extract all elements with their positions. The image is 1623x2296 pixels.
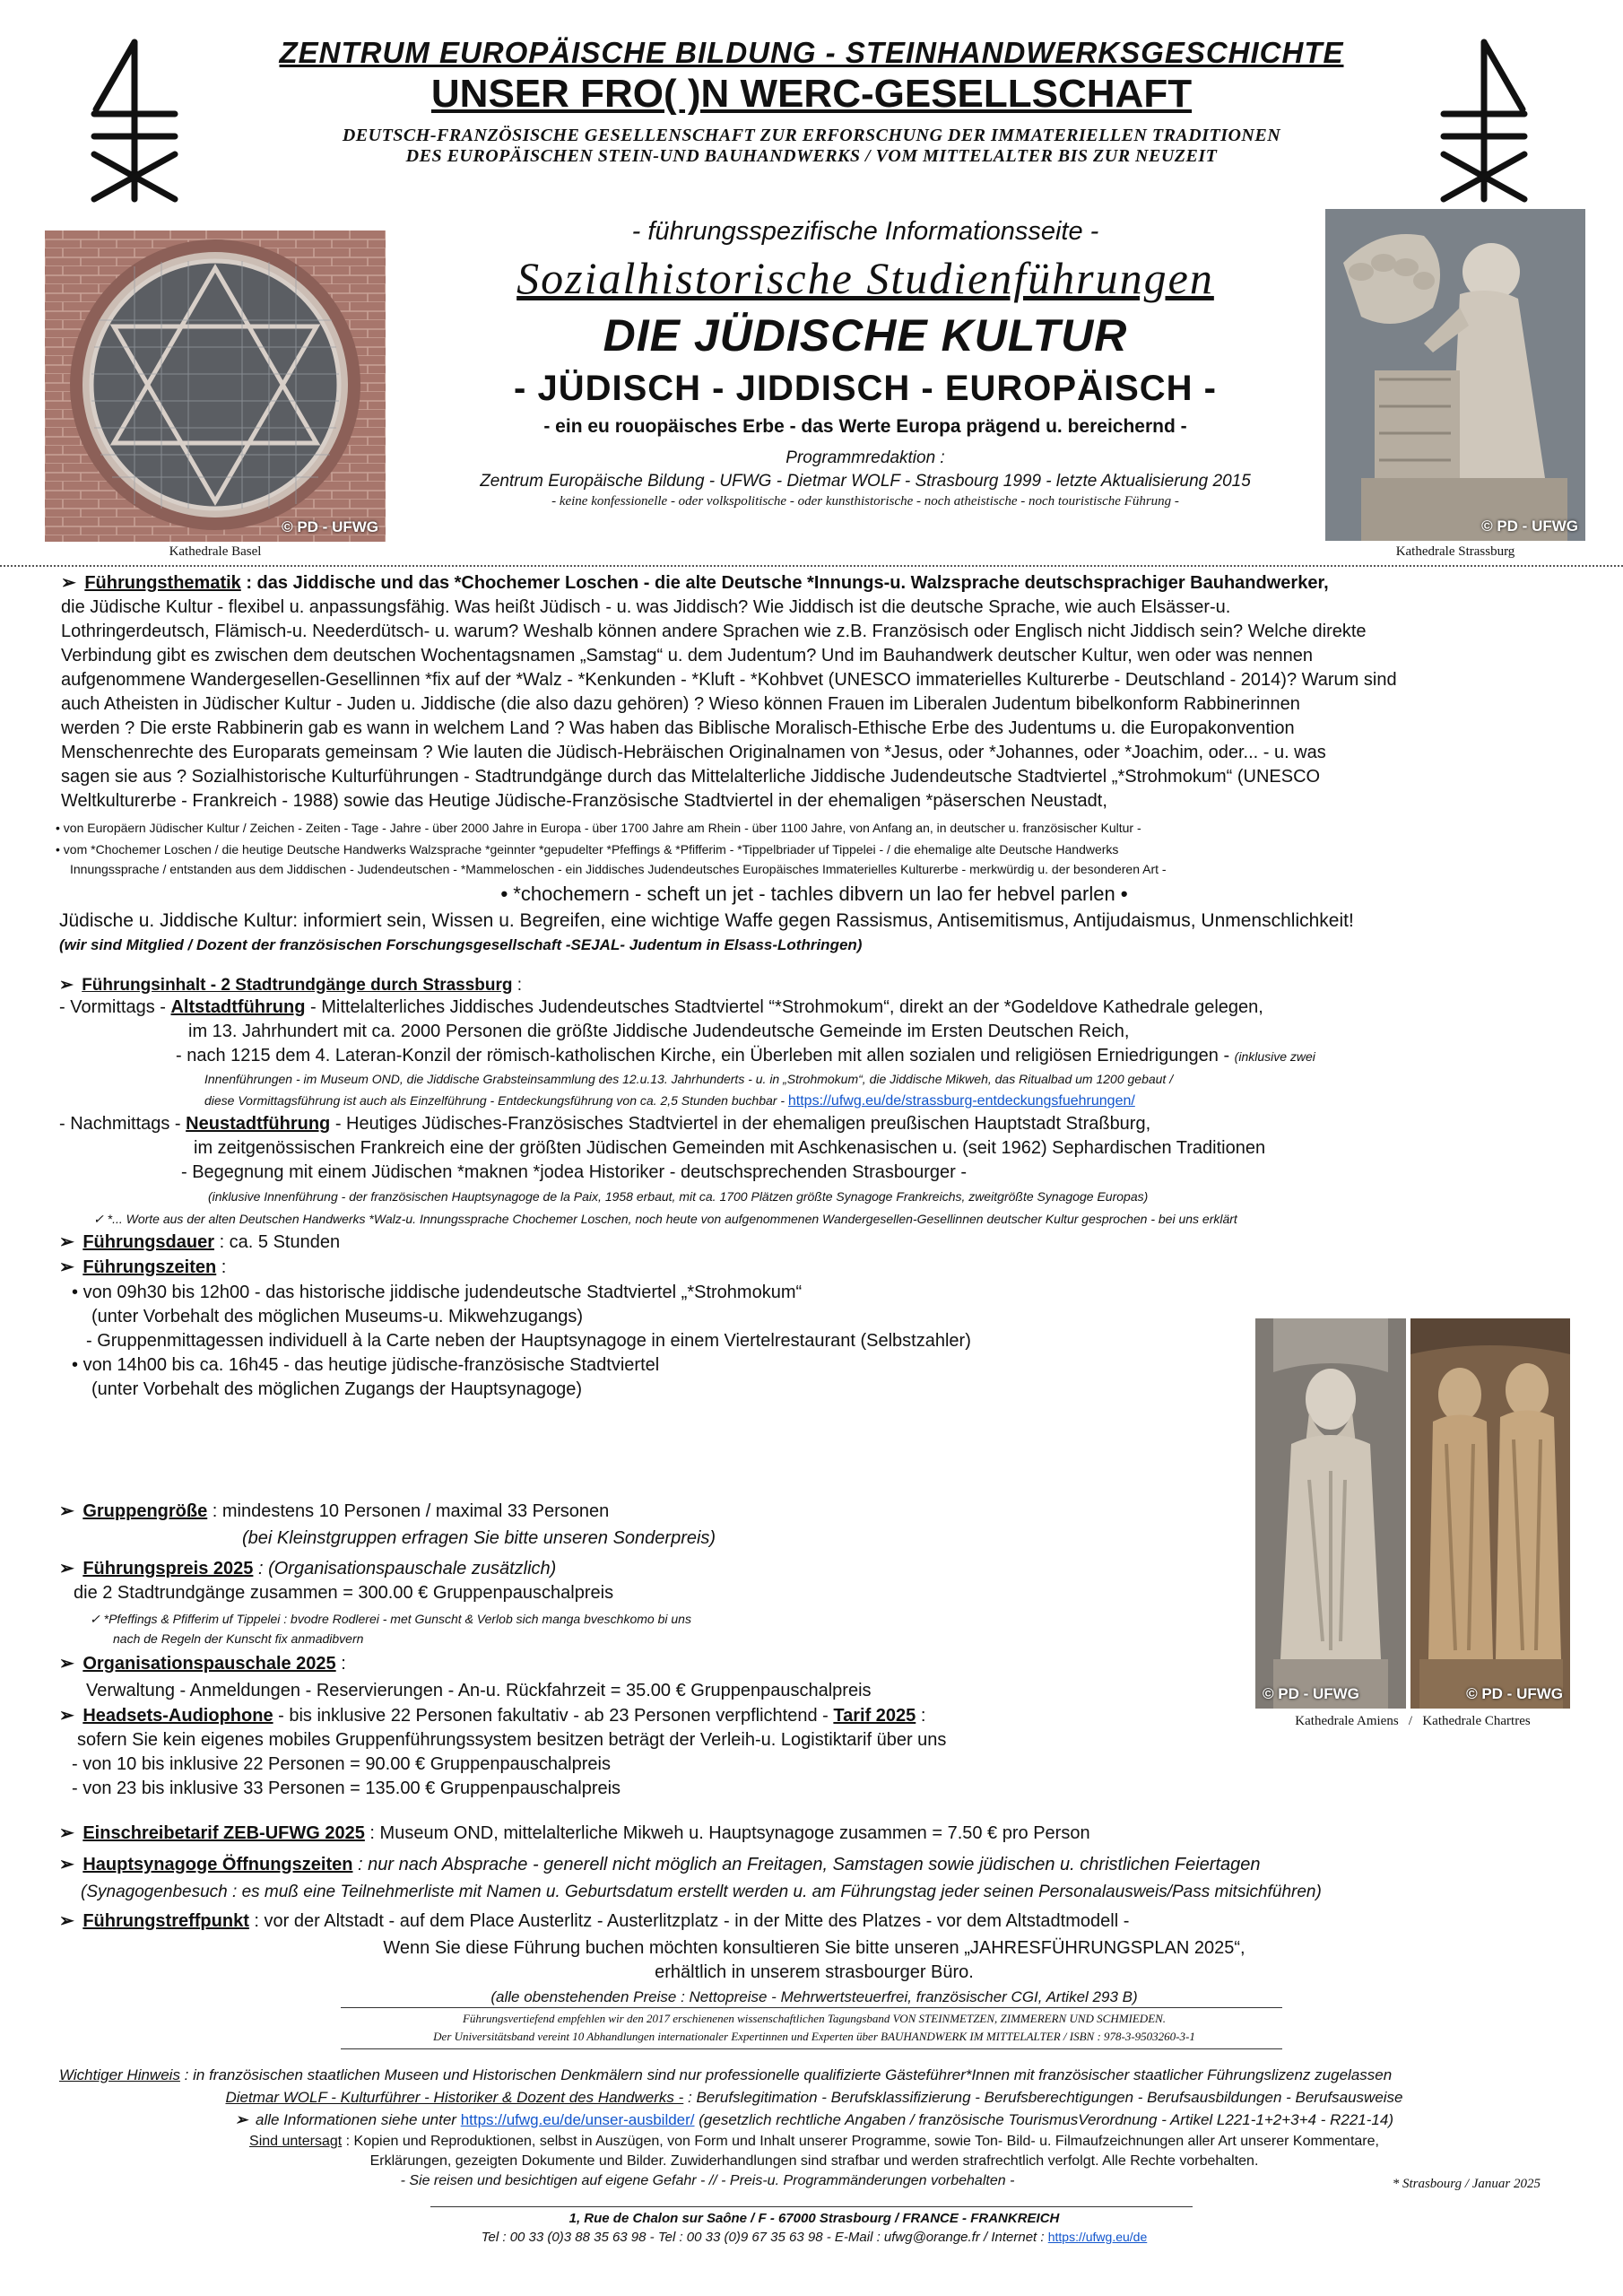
program-line: Zentrum Europäische Bildung - UFWG - Dietmar WOLF - Strasbourg 1999 - letzte Aktualisierung 2015 (480, 472, 1251, 491)
member-line: (wir sind Mitglied / Dozent der französischen Forschungsgesellschaft -SEJAL- Judentum in Elsass-Lothringen) (59, 936, 863, 953)
arrow-icon: ➢ (59, 1706, 74, 1726)
bottom-images-caption: Kathedrale Amiens / Kathedrale Chartres (1295, 1714, 1531, 1728)
zeiten-line-4: von 14h00 bis ca. 16h45 - das heutige jüdische-französische Stadtviertel (82, 1355, 660, 1375)
arrow-icon: ➢ (61, 573, 76, 593)
script-title: Sozialhistorische Studienführungen (516, 253, 1214, 303)
preis-note-2: nach de Regeln der Kunscht fix anmadibvern (113, 1631, 364, 1646)
hinweis-l3-pre: alle Informationen siehe unter (255, 2111, 456, 2128)
copyright-line-3: - Sie reisen und besichtigen auf eigene Gefahr - // - Preis-u. Programmänderungen vorbehalten - (400, 2173, 1015, 2188)
amiens-statue-image (1255, 1318, 1406, 1709)
bullet-icon: • (72, 1283, 79, 1302)
arrow-icon: ➢ (59, 1654, 74, 1674)
bullet-icon: • (1120, 883, 1128, 905)
groesse-note: (bei Kleinstgruppen erfragen Sie bitte unseren Sonderpreis) (242, 1528, 716, 1548)
ausbilder-link[interactable]: https://ufwg.eu/de/unser-ausbilder/ (460, 2111, 695, 2128)
thematik-line-6: werden ? Die erste Rabbinerin gab es wann in welchem Land ? Was haben das Biblische Moralisch-Ethische Erbe des Judentums u. die Europakonvention (61, 718, 1295, 738)
vormittag-label: Altstadtführung (170, 997, 306, 1017)
footer-link[interactable]: https://ufwg.eu/de (1047, 2230, 1148, 2244)
bullet-icon: • (56, 821, 60, 835)
vormittag-link[interactable]: https://ufwg.eu/de/strassburg-entdeckungsfuehrungen/ (787, 1093, 1135, 1109)
zeiten-line-5: (unter Vorbehalt des möglichen Zugangs der Hauptsynagoge) (91, 1379, 583, 1399)
synagoge-value: : nur nach Absprache - generell nicht möglich an Freitagen, Samstagen sowie jüdischen u. christlichen Feiertagen (358, 1855, 1261, 1874)
synagoge-label: Hauptsynagoge Öffnungszeiten (82, 1855, 353, 1874)
vormittag-text: - Mittelalterliches Jiddisches Judendeutsches Stadtviertel “*Strohmokum“, direkt an der *Godeldove Kathedrale gelegen, (310, 997, 1263, 1017)
orga-value: : (341, 1654, 346, 1674)
basel-image-credit: © PD - UFWG (282, 518, 378, 535)
mason-mark-icon-left (85, 38, 184, 208)
vormittag-line-3: - nach 1215 dem 4. Lateran-Konzil der römisch-katholischen Kirche, ein Überleben mit allen sozialen und religiösen Erniedrigungen - (176, 1046, 1230, 1065)
society-subtitle-1: DEUTSCH-FRANZÖSISCHE GESELLENSCHAFT ZUR ERFORSCHUNG DER IMMATERIELLEN TRADITIONEN (342, 126, 1281, 145)
treffpunkt-value: : vor der Altstadt - auf dem Place Austerlitz - Austerlitzplatz - in der Mitte des Platzes - vor dem Altstadtmodell - (254, 1911, 1130, 1931)
arrow-icon: ➢ (59, 1823, 74, 1843)
arrow-icon: ➢ (59, 1911, 74, 1931)
strassburg-caption: Kathedrale Strassburg (1395, 544, 1515, 559)
groesse-label: Gruppengröße (82, 1501, 208, 1521)
vormittag-line-5: diese Vormittagsführung ist auch als Einzelführung - Entdeckungsführung von ca. 2,5 Stunden buchbar - (204, 1093, 785, 1108)
footer-contact: Tel : 00 33 (0)3 88 35 63 98 - Tel : 00 33 (0)9 67 35 63 98 - E-Mail : ufwg@orange.fr / Internet : (481, 2230, 1045, 2245)
headsets-label: Headsets-Audiophone (82, 1706, 273, 1726)
copyright-date: * Strasbourg / Januar 2025 (1392, 2177, 1541, 2191)
strassburg-sculpture-image (1325, 209, 1585, 541)
statue-icon (1410, 1318, 1570, 1709)
program-label: Programmredaktion : (785, 448, 945, 467)
zeiten-line-1: von 09h30 bis 12h00 - das historische jiddische judendeutsche Stadtviertel „*Strohmokum“ (82, 1283, 803, 1302)
hinweis-text: : in französischen staatlichen Museen und Historischen Denkmälern sind nur professionelle qualifizierte Gästeführer*Innen mit französischer staatlicher Führungslizenz zugelassen (184, 2066, 1393, 2083)
arrow-icon: ➢ (59, 1232, 74, 1252)
nachmittag-line-3: - Begegnung mit einem Jüdischen *maknen *jodea Historiker - deutschsprechenden Strasbourger - (181, 1162, 968, 1182)
orga-line-2: Verwaltung - Anmeldungen - Reservierungen - An-u. Rückfahrzeit = 35.00 € Gruppenpauschalpreis (86, 1681, 872, 1700)
thematik-line-5: auch Atheisten in Jüdischer Kultur - Juden u. Jiddische (die also dazu gehören) ? Wieso können Frauen im Liberalen Judentum bibelkonform Rabbinerinnen (61, 694, 1300, 714)
thematik-bullet-2-cont: Innungssprache / entstanden aus dem Jiddischen - Judendeutschen - *Mammeloschen - ein Jiddisches Judendeutsches Europäisches Immaterielles Kulturerbe - merkwürdig u. der besonderen Art - (70, 862, 1167, 876)
thematik-label: Führungsthematik (84, 573, 241, 593)
inhalt-label: Führungsinhalt - 2 Stadtrundgänge durch Strassburg (82, 976, 513, 995)
thematik-line-7: Menschenrechte des Europarats gemeinsam ? Wie lauten die Jüdisch-Hebräischen Originalnamen von *Jesus, oder *Johannes, oder *Joachim, oder... - u. was (61, 743, 1326, 762)
main-title: DIE JÜDISCHE KULTUR (603, 310, 1128, 361)
einschreib-label: Einschreibetarif ZEB-UFWG 2025 (82, 1823, 365, 1843)
thematik-line-3: Verbindung gibt es zwischen dem deutschen Wochentagsnamen „Samstag“ u. dem Judentum? Und im Bauhandwerk deutscher Kultur, wen oder was nennen (61, 646, 1314, 665)
thematik-line-9: Weltkulturerbe - Frankreich - 1988) sowie das Heutige Jüdische-Französische Stadtviertel in der ehemaligen *päserschen Neustadt, (61, 791, 1107, 811)
statue-icon (1255, 1318, 1406, 1709)
society-name: UNSER FRO( )N WERC-GESELLSCHAFT (430, 72, 1193, 116)
nachmittag-text: - Heutiges Jüdisches-Französisches Stadtviertel in der ehemaligen preußischen Hauptstadt Straßburg, (334, 1114, 1151, 1134)
check-icon: ✓ (93, 1212, 104, 1226)
vormittag-line-3-note: (inklusive zwei (1234, 1049, 1315, 1064)
chartres-statues-image (1410, 1318, 1570, 1709)
thematik-line-8: sagen sie aus ? Sozialhistorische Kulturführungen - Stadtrundgänge durch das Mittelalterliche Jiddische Judendeutsche Stadtviertel „*Strohmokum“ (UNESCO (61, 767, 1321, 787)
booking-line-2: erhältlich in unserem strasbourger Büro. (655, 1962, 974, 1982)
zeiten-line-3: - Gruppenmittagessen individuell à la Carte neben der Hauptsynagoge in einem Viertelrestaurant (Selbstzahler) (86, 1331, 971, 1351)
thematik-line-4: aufgenommene Wandergesellen-Gesellinnen *fix auf der *Walz - *Kenkunden - *Kluft - *Kohbvet (UNESCO immaterielles Kulturerbe - Deutschland - 2014)? Warum sind (61, 670, 1397, 690)
tagline: - ein eu rouopäisches Erbe - das Werte Europa prägend u. bereichernd - (543, 416, 1187, 437)
wissen-line: Jüdische u. Jiddische Kultur: informiert sein, Wissen u. Begreifen, eine wichtige Waffe gegen Rassismus, Antisemitismus, Antijudaismus, Unmenschlichkeit! (59, 910, 1354, 931)
arrow-icon: ➢ (235, 2111, 248, 2128)
copyright-text: : Kopien und Reproduktionen, selbst in Auszügen, von Form und Inhalt unserer Programme, sowie Ton- Bild- u. Filmaufzeichnungen aller Art unserer Kommentare, (345, 2134, 1379, 2149)
headsets-line-2: sofern Sie kein eigenes mobiles Gruppenführungssystem besitzen beträgt der Verleih-u. Logistiktarif über uns (77, 1730, 947, 1750)
headsets-value: - bis inklusive 22 Personen fakultativ - ab 23 Personen verpflichtend - (278, 1706, 829, 1726)
bullet-icon: • (500, 883, 508, 905)
arrow-icon: ➢ (59, 1855, 74, 1874)
orga-label: Organisationspauschale 2025 (82, 1654, 336, 1674)
headsets-line-4: - von 23 bis inklusive 33 Personen = 135.00 € Gruppenpauschalpreis (72, 1779, 621, 1798)
preis-line-2: die 2 Stadtrundgänge zusammen = 300.00 € Gruppenpauschalpreis (74, 1583, 614, 1603)
hinweis-l3-post: (gesetzlich rechtliche Angaben / französische TourismusVerordnung - Artikel L221-1+2+3+4 - R221-14) (699, 2111, 1393, 2128)
bullet-icon: • (72, 1355, 79, 1375)
nachmittag-line-4: (inklusive Innenführung - der französischen Hauptsynagoge de la Paix, 1958 erbaut, mit ca. 1700 Plätzen größte Synagoge Frankreichs, zweitgrößte Synagoge Europas) (208, 1189, 1149, 1204)
thematik-bullet-2: vom *Chochemer Loschen / die heutige Deutsche Handwerks Walzsprache *geinnter *gepudelter *Pfeffings & *Pfifferim - *Tippelbriader uf Tippelei - / die ehemalige alte Deutsche Handwerks (63, 842, 1119, 857)
tarif-label: Tarif 2025 (833, 1706, 916, 1726)
publication-line-1: Führungsvertiefend empfehlen wir den 2017 erschienenen wissenschaftlichen Tagungsband VON STEINMETZEN, ZIMMERERN UND SCHMIEDEN. (462, 2012, 1167, 2025)
synagoge-line-2: (Synagogenbesuch : es muß eine Teilnehmerliste mit Namen u. Geburtsdatum erstellt werden u. am Führungstag jeder seinen Personalausweis/Pass mitsichführen) (81, 1883, 1322, 1901)
sculpture-icon (1325, 209, 1585, 541)
booking-line-3: (alle obenstehenden Preise : Nettopreise - Mehrwertsteuerfrei, französischer CGI, Artikel 293 B) (490, 1988, 1138, 2005)
motto: *chochemern - scheft un jet - tachles dibvern un lao fer hebvel parlen (513, 883, 1115, 905)
vormittag-line-4: Innenführungen - im Museum OND, die Jiddische Grabsteinsammlung des 12.u.13. Jahrhunderts - u. in „Strohmokum“, die Jiddische Mikweh, das Ritualbad um 1200 gebaut / (204, 1072, 1174, 1086)
vormittag-line-2: im 13. Jahrhundert mit ca. 2000 Personen die größte Jiddische Judendeutsche Gemeinde im Ersten Deutschen Reich, (188, 1022, 1130, 1041)
treffpunkt-label: Führungstreffpunkt (82, 1911, 249, 1931)
rose-window-icon (45, 230, 386, 542)
hinweis-label: Wichtiger Hinweis (59, 2066, 180, 2083)
arrow-icon: ➢ (59, 976, 74, 995)
strassburg-image-credit: © PD - UFWG (1481, 517, 1578, 535)
bullet-icon: • (56, 842, 60, 857)
program-note: - keine konfessionelle - oder volkspolitische - oder kunsthistorische - noch atheistische - noch touristische Führung - (551, 494, 1179, 509)
booking-line-1: Wenn Sie diese Führung buchen möchten konsultieren Sie bitte unseren „JAHRESFÜHRUNGSPLAN 2025“, (383, 1938, 1245, 1958)
mason-mark-icon-right (1435, 38, 1533, 208)
groesse-value: : mindestens 10 Personen / maximal 33 Personen (212, 1501, 610, 1521)
thematik-bullet-1: von Europäern Jüdischer Kultur / Zeichen - Zeiten - Tage - Jahre - über 2000 Jahre in Europa - über 1700 Jahre am Rhein - über 1100 Jahre, von Anfang an, in deutscher u. französischer Kultur - (63, 821, 1141, 835)
dauer-label: Führungsdauer (82, 1232, 214, 1252)
divider (341, 2048, 1282, 2049)
chartres-image-credit: © PD - UFWG (1466, 1685, 1563, 1702)
arrow-icon: ➢ (59, 1257, 74, 1277)
footer-address: 1, Rue de Chalon sur Saône / F - 67000 Strasbourg / FRANCE - FRANKREICH (568, 2211, 1060, 2226)
nachmittag-prefix: - Nachmittags - (59, 1114, 181, 1134)
einschreib-value: : Museum OND, mittelalterliche Mikweh u. Hauptsynagoge zusammen = 7.50 € pro Person (369, 1823, 1090, 1843)
copyright-line-2: Erklärungen, gezeigten Dokumente und Bilder. Zuwiderhandlungen sind strafbar und werden strafrechtlich verfolgt. Alle Rechte vorbehalten. (369, 2153, 1259, 2169)
headsets-line-3: - von 10 bis inklusive 22 Personen = 90.00 € Gruppenpauschalpreis (72, 1754, 611, 1774)
divider (0, 565, 1623, 567)
divider (430, 2206, 1193, 2207)
org-name: ZENTRUM EUROPÄISCHE BILDUNG - STEINHANDWERKSGESCHICHTE (279, 36, 1344, 69)
basel-caption: Kathedrale Basel (169, 544, 262, 559)
info-line: - führungsspezifische Informationsseite - (631, 217, 1099, 246)
dauer-value: : ca. 5 Stunden (219, 1232, 341, 1252)
preis-label: Führungspreis 2025 (82, 1559, 254, 1578)
thematik-line-1: die Jüdische Kultur - flexibel u. anpassungsfähig. Was heißt Jüdisch - u. was Jiddisch? Wie Jiddisch ist die deutsche Sprache, wie auch Elsässer-u. (61, 597, 1231, 617)
nachmittag-line-2: im zeitgenössischen Frankreich eine der größten Jüdischen Gemeinden mit Aschkenasischen u. (seit 1962) Sephardischen Traditionen (194, 1138, 1266, 1158)
society-subtitle-2: DES EUROPÄISCHEN STEIN-UND BAUHANDWERKS / VOM MITTELALTER BIS ZUR NEUZEIT (405, 146, 1218, 166)
check-icon: ✓ (90, 1612, 100, 1626)
thematik-line-0: : das Jiddische und das *Chochemer Loschen - die alte Deutsche *Innungs-u. Walzsprache deutschsprachiger Bauhandwerker, (246, 573, 1329, 593)
thematik-line-2: Lothringerdeutsch, Flämisch-u. Neederdütsch- u. warum? Weshalb können andere Sprachen wie z.B. Französisch oder Englisch nicht Jiddisch sein? Welche direkte (61, 622, 1367, 641)
nachmittag-label: Neustadtführung (186, 1114, 331, 1134)
arrow-icon: ➢ (59, 1501, 74, 1521)
worte-note: *... Worte aus der alten Deutschen Handwerks *Walz-u. Innungssprache Chochemer Loschen, noch heute von aufgenommenen Wandergesellen-Gesellinnen deutscher Kultur gesprochen - bei uns erklärt (107, 1212, 1237, 1226)
amiens-image-credit: © PD - UFWG (1263, 1685, 1359, 1702)
tarif-after: : (920, 1706, 926, 1726)
vormittag-prefix: - Vormittags - (59, 997, 166, 1017)
hinweis-l2-text: : Berufslegitimation - Berufsklassifizierung - Berufsberechtigungen - Berufsausbildungen - Berufsausweise (688, 2089, 1403, 2106)
copyright-label: Sind untersagt (249, 2134, 343, 2149)
preis-note-1: *Pfeffings & Pfifferim uf Tippelei : bvodre Rodlerei - met Gunscht & Verlob sich manga bveschkomo bi uns (103, 1612, 691, 1626)
basel-rose-window-image (45, 230, 386, 542)
arrow-icon: ➢ (59, 1559, 74, 1578)
sub-title: - JÜDISCH - JIDDISCH - EUROPÄISCH - (514, 369, 1217, 408)
preis-value: : (Organisationspauschale zusätzlich) (257, 1559, 557, 1578)
zeiten-label: Führungszeiten (82, 1257, 217, 1277)
hinweis-l2-label: Dietmar WOLF - Kulturführer - Historiker & Dozent des Handwerks - (225, 2089, 684, 2106)
divider (341, 2007, 1282, 2008)
zeiten-line-2: (unter Vorbehalt des möglichen Museums-u. Mikwehzugangs) (91, 1307, 584, 1326)
publication-line-2: Der Universitätsband vereint 10 Abhandlungen internationaler Expertinnen und Experten über BAUHANDWERK IM MITTELALTER / ISBN : 978-3-9503260-3-1 (433, 2030, 1195, 2043)
